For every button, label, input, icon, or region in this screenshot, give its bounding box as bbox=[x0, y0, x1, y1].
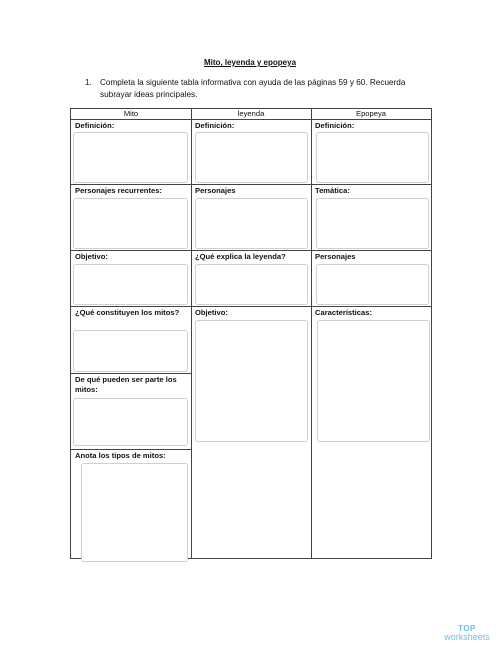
document-title: Mito, leyenda y epopeya bbox=[203, 58, 297, 67]
answer-box-epopeya-personajes[interactable] bbox=[316, 264, 429, 305]
label-mito-definicion: Definición: bbox=[75, 121, 115, 130]
answer-box-mito-que-constituyen[interactable] bbox=[73, 330, 188, 372]
answer-box-epopeya-definicion[interactable] bbox=[316, 132, 429, 183]
answer-box-leyenda-definicion[interactable] bbox=[195, 132, 308, 183]
column-divider bbox=[311, 109, 312, 558]
label-leyenda-objetivo: Objetivo: bbox=[195, 308, 228, 317]
label-mito-tipos: Anota los tipos de mitos: bbox=[75, 451, 166, 460]
row-divider bbox=[71, 449, 191, 450]
answer-box-mito-personajes[interactable] bbox=[73, 198, 188, 249]
answer-box-leyenda-personajes[interactable] bbox=[195, 198, 308, 249]
row-divider bbox=[71, 250, 431, 251]
logo-name-text: worksheets bbox=[444, 632, 490, 642]
label-epopeya-tematica: Temática: bbox=[315, 186, 350, 195]
info-table bbox=[70, 108, 432, 559]
answer-box-epopeya-tematica[interactable] bbox=[316, 198, 429, 249]
label-epopeya-definicion: Definición: bbox=[315, 121, 355, 130]
header-epopeya: Epopeya bbox=[356, 109, 386, 118]
label-epopeya-caracteristicas: Características: bbox=[315, 308, 372, 317]
answer-box-mito-definicion[interactable] bbox=[73, 132, 188, 183]
label-leyenda-personajes: Personajes bbox=[195, 186, 236, 195]
column-divider bbox=[191, 109, 192, 558]
answer-box-mito-tipos[interactable] bbox=[81, 463, 188, 562]
label-mito-objetivo: Objetivo: bbox=[75, 252, 108, 261]
answer-box-mito-de-que-pueden[interactable] bbox=[73, 398, 188, 446]
label-epopeya-personajes: Personajes bbox=[315, 252, 356, 261]
topworksheets-logo bbox=[437, 624, 497, 642]
row-divider bbox=[71, 373, 191, 374]
label-mito-que-constituyen: ¿Qué constituyen los mitos? bbox=[75, 308, 180, 317]
answer-box-leyenda-que-explica[interactable] bbox=[195, 264, 308, 305]
logo-top-text: TOP bbox=[458, 624, 476, 633]
answer-box-epopeya-caracteristicas[interactable] bbox=[317, 320, 430, 442]
instruction-number: 1. bbox=[85, 78, 92, 87]
instruction-text: Completa la siguiente tabla informativa con ayuda de las páginas 59 y 60. Recuerda subrayar ideas principales. bbox=[100, 78, 406, 99]
row-divider bbox=[71, 306, 431, 307]
label-mito-de-que-pueden: De qué pueden ser parte los mitos: bbox=[75, 375, 177, 394]
row-divider bbox=[71, 184, 431, 185]
label-leyenda-que-explica: ¿Qué explica la leyenda? bbox=[195, 252, 286, 261]
label-leyenda-definicion: Definición: bbox=[195, 121, 235, 130]
header-divider bbox=[71, 119, 431, 120]
label-mito-personajes: Personajes recurrentes: bbox=[75, 186, 162, 195]
answer-box-leyenda-objetivo[interactable] bbox=[195, 320, 308, 442]
header-leyenda: leyenda bbox=[237, 109, 265, 118]
header-mito: Mito bbox=[123, 109, 139, 118]
answer-box-mito-objetivo[interactable] bbox=[73, 264, 188, 305]
